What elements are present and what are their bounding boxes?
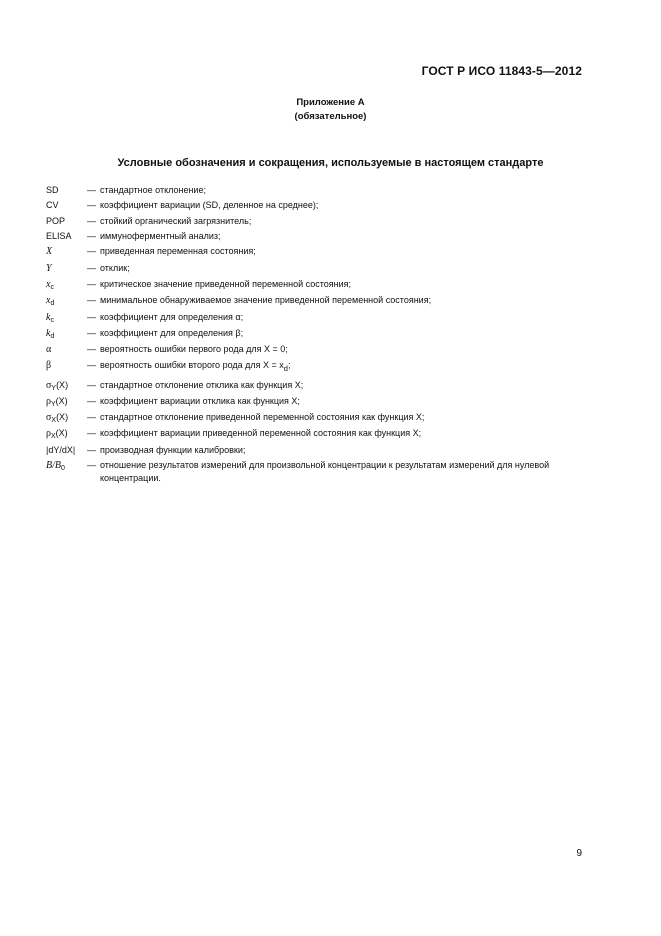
symbol-description: [100, 444, 586, 457]
symbol-description: [100, 459, 586, 485]
em-dash: —: [87, 444, 96, 455]
symbol-main: σ: [46, 379, 52, 391]
symbol-main: CV: [46, 200, 59, 211]
em-dash: —: [87, 412, 96, 423]
symbol: [46, 184, 87, 197]
symbol-subscript: X: [51, 433, 56, 441]
symbol-subscript: Y: [51, 400, 56, 408]
description-text: вероятность ошибки первого рода для X = 0;: [100, 344, 288, 355]
em-dash: —: [87, 215, 96, 226]
symbol-row: [46, 327, 586, 341]
symbol: [46, 395, 87, 409]
symbol-row: [46, 395, 586, 409]
em-dash: —: [87, 230, 96, 241]
description-text: производная функции калибровки;: [100, 444, 246, 455]
description-text: стандартное отклонение;: [100, 185, 206, 195]
symbol-subscript: Y: [51, 384, 57, 392]
appendix-heading: [0, 96, 661, 124]
em-dash: —: [87, 379, 96, 390]
symbol-description: [100, 199, 586, 212]
symbol-row: [46, 411, 586, 425]
symbol-main: ELISA: [46, 230, 72, 241]
description-text: иммуноферментный анализ;: [100, 230, 221, 241]
description-text: отношение результатов измерений для произвольной концентрации к результатам измерений для нулевой концентрации.: [100, 460, 550, 484]
symbol-main: SD: [46, 185, 59, 195]
symbol-main: ρ: [46, 428, 51, 440]
symbol-argument: (X): [55, 428, 68, 439]
symbol-row: [46, 427, 586, 441]
symbol-row: [46, 294, 586, 308]
symbol-main: β: [46, 360, 52, 372]
symbol-main: B/B: [46, 460, 61, 472]
em-dash: —: [87, 327, 96, 338]
symbol-subscript: c: [50, 283, 54, 291]
em-dash: —: [87, 200, 96, 211]
symbol-subscript: X: [51, 417, 57, 425]
symbol-description: [100, 411, 586, 424]
symbol: [46, 327, 87, 341]
symbol-main: x: [46, 295, 51, 307]
symbol-description: [100, 427, 586, 440]
em-dash: —: [87, 278, 96, 289]
symbol-row: [46, 184, 586, 197]
symbol-row: [46, 379, 586, 393]
symbol-row: [46, 199, 586, 212]
em-dash: —: [87, 262, 96, 273]
symbol-description: [100, 359, 586, 376]
symbol-main: x: [46, 278, 51, 290]
symbol: [46, 411, 87, 425]
em-dash: —: [87, 311, 96, 322]
symbol: [46, 343, 87, 357]
symbol-main: POP: [46, 215, 66, 226]
symbol: [46, 245, 87, 259]
symbol-description: [100, 262, 586, 275]
symbol-main: k: [46, 311, 51, 323]
symbol: [46, 230, 87, 243]
symbol-row: [46, 245, 586, 259]
symbol-main: σ: [46, 412, 52, 424]
symbol-description: [100, 230, 586, 243]
description-subscript: d: [283, 364, 288, 374]
em-dash: —: [87, 395, 96, 406]
description-text: минимальное обнаруживаемое значение приведенной переменной состояния;: [100, 295, 432, 306]
symbol-main: ρ: [46, 395, 51, 407]
description-text: стандартное отклонение приведенной переменной состояния как функция X;: [100, 412, 425, 423]
symbol: [46, 379, 87, 393]
symbol: [46, 215, 87, 228]
description-text: коэффициент вариации отклика как функция X;: [100, 395, 300, 406]
symbol: [46, 262, 87, 276]
symbol-row: [46, 459, 586, 485]
description-text: критическое значение приведенной переменной состояния;: [100, 278, 352, 289]
symbol: [46, 359, 87, 373]
appendix-status: (обязательное): [294, 111, 367, 122]
description-text: коэффициент для определения β;: [100, 327, 244, 338]
em-dash: —: [87, 185, 96, 195]
symbol-main: Y: [46, 262, 52, 274]
symbol: [46, 199, 87, 212]
em-dash: —: [87, 295, 96, 306]
description-text: коэффициент вариации (SD, деленное на среднее);: [100, 200, 319, 211]
description-text: приведенная переменная состояния;: [100, 246, 256, 257]
description-text: коэффициент вариации приведенной переменной состояния как функция X;: [100, 428, 422, 439]
symbol-description: [100, 245, 586, 258]
symbol-subscript: 0: [61, 465, 65, 473]
symbol-subscript: d: [50, 332, 55, 340]
symbol-subscript: d: [50, 300, 55, 308]
symbol-description: [100, 215, 586, 228]
em-dash: —: [87, 344, 96, 355]
symbol-description: [100, 379, 586, 392]
symbol-main: α: [46, 344, 52, 356]
symbol-subscript: c: [50, 316, 54, 324]
symbol-row: [46, 311, 586, 325]
em-dash: —: [87, 428, 96, 439]
symbol: [46, 459, 87, 473]
symbols-list: [46, 184, 586, 487]
symbol-description: [100, 395, 586, 408]
symbol-row: [46, 230, 586, 243]
symbol-argument: (X): [56, 412, 69, 423]
description-text: вероятность ошибки второго рода для X = x: [100, 360, 284, 371]
symbol-description: [100, 294, 586, 307]
symbol-argument: (X): [56, 379, 69, 390]
section-title: Условные обозначения и сокращения, используемые в настоящем стандарте: [117, 157, 544, 169]
symbol-main: X: [46, 246, 53, 258]
symbol-argument: (X): [55, 395, 68, 406]
symbol: [46, 294, 87, 308]
symbol-row: [46, 278, 586, 292]
symbol-row: [46, 343, 586, 357]
description-text: отклик;: [100, 262, 130, 273]
symbol-description: [100, 278, 586, 291]
symbol-row: [46, 359, 586, 376]
description-text: стандартное отклонение отклика как функция X;: [100, 379, 304, 390]
description-text: стойкий органический загрязнитель;: [100, 215, 252, 226]
symbol-description: [100, 343, 586, 356]
em-dash: —: [87, 460, 96, 471]
symbol-row: [46, 215, 586, 228]
em-dash: —: [87, 360, 96, 371]
symbol: [46, 311, 87, 325]
symbol: [46, 427, 87, 441]
document-code-header: ГОСТ Р ИСО 11843-5—2012: [421, 64, 582, 78]
symbol-description: [100, 311, 586, 324]
em-dash: —: [87, 246, 96, 257]
symbol-description: [100, 327, 586, 340]
symbol-main: k: [46, 327, 51, 339]
symbol-row: [46, 262, 586, 276]
symbol: [46, 278, 87, 292]
appendix-title: Приложение А: [296, 97, 365, 108]
symbol: [46, 444, 87, 457]
symbol-main: |dY/dX|: [46, 444, 76, 455]
symbol-row: [46, 444, 586, 457]
description-tail: ;: [287, 360, 291, 371]
page-number: 9: [576, 848, 582, 859]
symbol-description: [100, 184, 586, 197]
description-text: коэффициент для определения α;: [100, 311, 244, 322]
